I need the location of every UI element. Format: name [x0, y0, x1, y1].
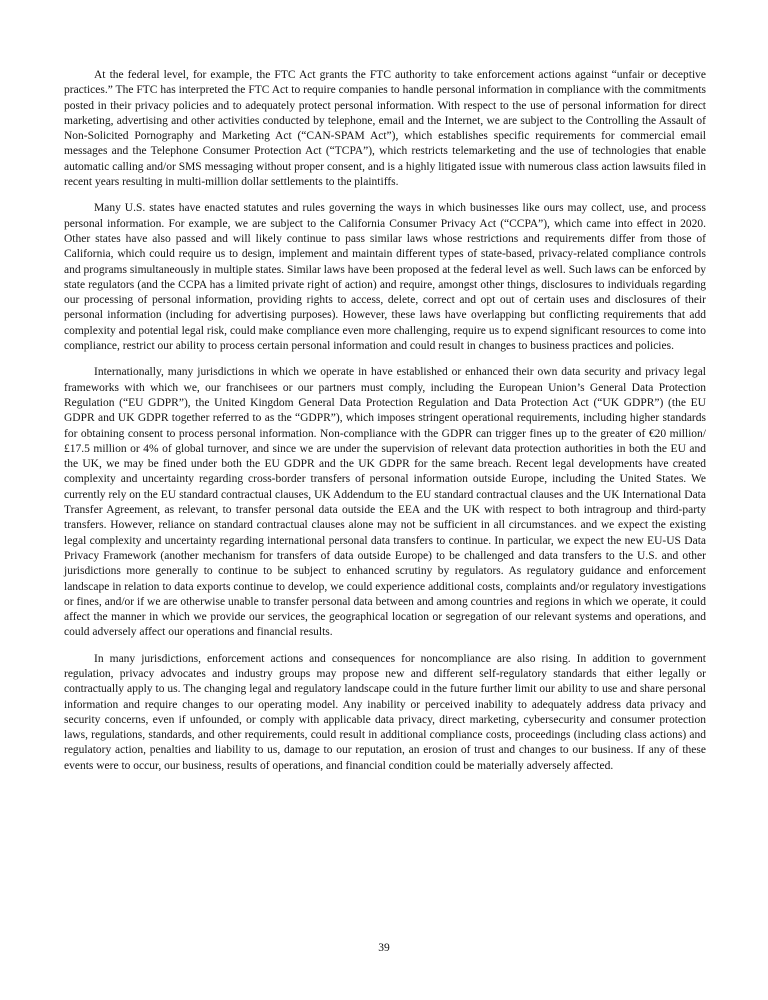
paragraph-enforcement-consequences: In many jurisdictions, enforcement actions and consequences for noncompliance are also rising. In addition to government regulation, privacy advocates and industry groups may propose new and different self-regulatory standards that either legally or contractually apply to us. The changing legal and regulatory landscape could in the future further limit our ability to use and share personal information and require changes to our operating model. Any inability or perceived inability to adequately address data privacy and security concerns, even if unfounded, or comply with applicable data privacy, direct marketing, cybersecurity and consumer protection laws, regulations, standards, and other requirements, could result in additional compliance costs, proceedings (including class actions) and regulatory action, penalties and liability to us, damage to our reputation, an erosion of trust and changes to our business. If any of these events were to occur, our business, results of operations, and financial condition could be materially adversely affected.: [64, 652, 706, 772]
page-body: [64, 68, 706, 774]
paragraph-ftc-federal-level: At the federal level, for example, the FTC Act grants the FTC authority to take enforcement actions against “unfair or deceptive practices.” The FTC has interpreted the FTC Act to require companies to handle personal information in compliance with the commitments posted in their privacy policies and to adequately protect personal information. With respect to the use of personal information for direct marketing, advertising and other activities conducted by telephone, email and the Internet, we are subject to the Controlling the Assault of Non-Solicited Pornography and Marketing Act (“CAN-SPAM Act”), which establishes specific requirements for commercial email messages and the Telephone Consumer Protection Act (“TCPA”), which restricts telemarketing and the use of technologies that enable automatic calling and/or SMS messaging without proper consent, and is a highly litigated issue with numerous class action lawsuits filed in recent years resulting in multi-million dollar settlements to the plaintiffs.: [64, 69, 706, 189]
page-number: 39: [378, 942, 390, 954]
paragraph-us-state-privacy-laws: Many U.S. states have enacted statutes and rules governing the ways in which businesses like ours may collect, use, and process personal information. For example, we are subject to the California Consumer Privacy Act (“CCPA”), which came into effect in 2020. Other states have also passed and will likely continue to pass similar laws whose restrictions and requirements differ from those of California, which could require us to design, implement and maintain different types of state-based, privacy-related compliance controls and programs simultaneously in multiple states. Similar laws have been proposed at the federal level as well. Such laws can be enforced by state regulators (and the CCPA has a limited private right of action) and require, amongst other things, disclosures to individuals regarding our processing of personal information, providing rights to access, delete, correct and opt out of certain uses and disclosures of their personal information (including for advertising purposes). However, these laws have overlapping but conflicting requirements that add complexity and potential legal risk, could make compliance even more challenging, require us to expend significant resources to come into compliance, restrict our ability to process certain personal information and could result in changes to business practices and policies.: [64, 202, 706, 353]
paragraph-international-gdpr: Internationally, many jurisdictions in which we operate in have established or enhanced their own data security and privacy legal frameworks with which we, our franchisees or our partners must comply, including the European Union’s General Data Protection Regulation (“EU GDPR”), the United Kingdom General Data Protection Regulation and Data Protection Act (“UK GDPR”) (the EU GDPR and UK GDPR together referred to as the “GDPR”), which imposes stringent operational requirements, including higher standards for obtaining consent to process personal information. Non-compliance with the GDPR can trigger fines up to the greater of €20 million/£17.5 million or 4% of global turnover, and since we are under the supervision of relevant data protection authorities in both the EU and the UK, we may be fined under both the EU GDPR and the UK GDPR for the same breach. Recent legal developments have created complexity and uncertainty regarding cross-border transfers of personal information outside Europe, including the United States. We currently rely on the EU standard contractual clauses, UK Addendum to the EU standard contractual clauses and the UK International Data Transfer Agreement, as relevant, to transfer personal data outside the EEA and the UK with respect to both intragroup and third-party transfers. However, reliance on standard contractual clauses alone may not be sufficient in all circumstances. and we expect the existing legal complexity and uncertainty regarding international personal data transfers to continue. In particular, we expect the new EU-US Data Privacy Framework (another mechanism for transfers of data outside Europe) to be challenged and data transfers to the U.S. and other jurisdictions more generally to continue to be subject to enhanced scrutiny by regulators. As regulatory guidance and enforcement landscape in relation to data exports continue to develop, we could experience additional costs, complaints and/or regulatory investigations or fines, and/or if we are otherwise unable to transfer personal data between and among countries and regions in which we operate, it could affect the manner in which we provide our services, the geographical location or segregation of our relevant systems and operations, and could adversely affect our operations and financial results.: [64, 366, 706, 639]
